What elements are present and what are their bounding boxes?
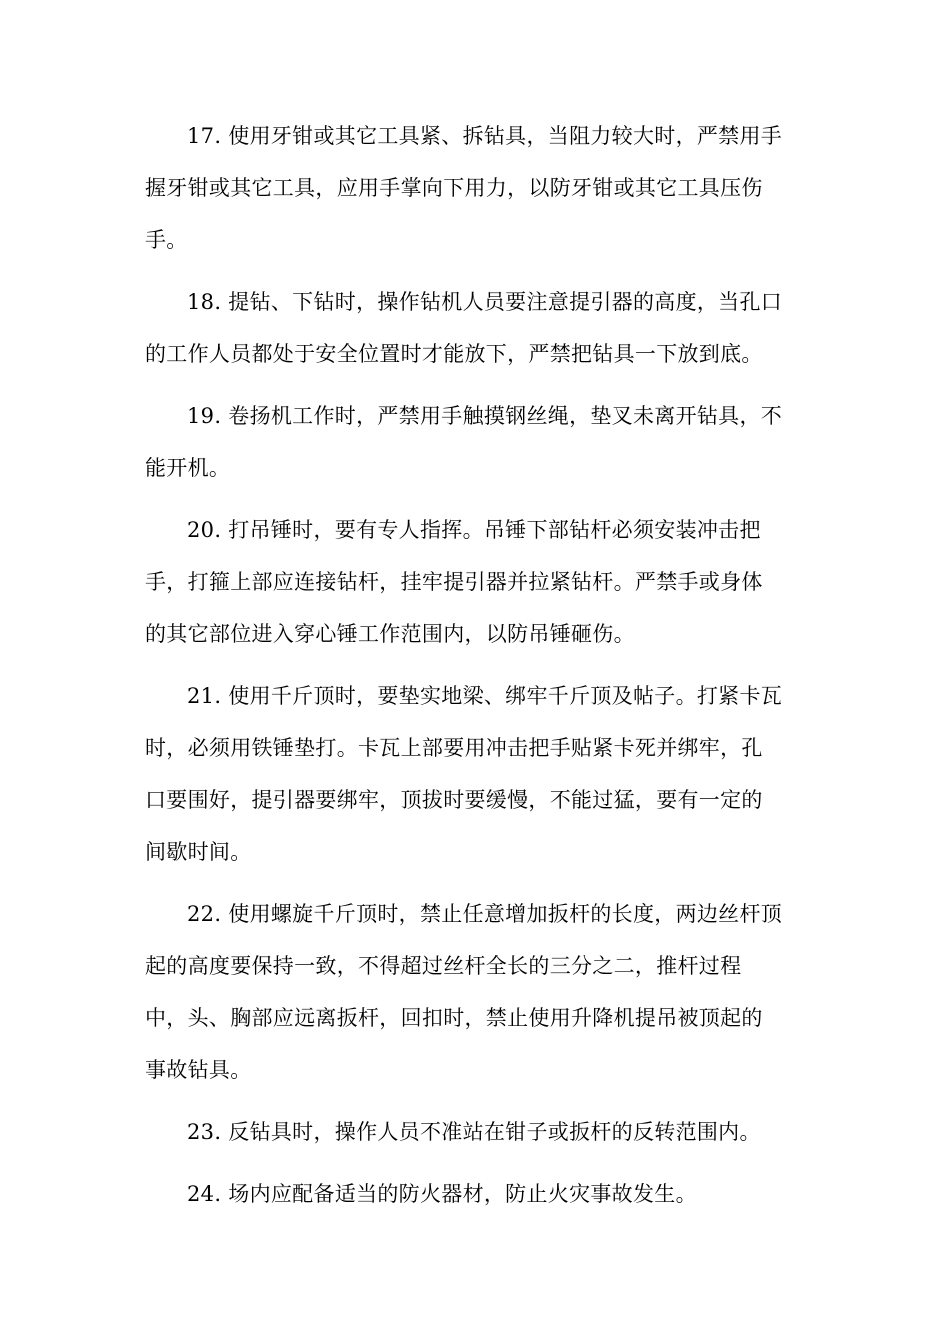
paragraph-22 (145, 888, 810, 1096)
paragraph-17 (145, 110, 810, 266)
paragraph-line: 22. 使用螺旋千斤顶时，禁止任意增加扳杆的长度，两边丝杆顶 (187, 902, 783, 926)
paragraph-line: 能开机。 (145, 456, 231, 480)
paragraph-line: 时，必须用铁锤垫打。卡瓦上部要用冲击把手贴紧卡死并绑牢，孔 (145, 736, 763, 760)
paragraph-line: 握牙钳或其它工具，应用手掌向下用力，以防牙钳或其它工具压伤 (145, 176, 763, 200)
paragraph-line: 23. 反钻具时，操作人员不准站在钳子或扳杆的反转范围内。 (187, 1120, 761, 1144)
paragraph-line: 20. 打吊锤时，要有专人指挥。吊锤下部钻杆必须安装冲击把 (187, 518, 761, 542)
paragraph-line: 19. 卷扬机工作时，严禁用手触摸钢丝绳，垫叉未离开钻具，不 (187, 404, 783, 428)
paragraph-line: 起的高度要保持一致，不得超过丝杆全长的三分之二，推杆过程 (145, 954, 742, 978)
paragraph-18 (145, 276, 810, 380)
paragraph-line: 中，头、胸部应远离扳杆，回扣时，禁止使用升降机提吊被顶起的 (145, 1006, 763, 1030)
paragraph-line: 口要围好，提引器要绑牢，顶拔时要缓慢，不能过猛，要有一定的 (145, 788, 763, 812)
paragraph-19 (145, 390, 810, 494)
paragraph-line: 的其它部位进入穿心锤工作范围内，以防吊锤砸伤。 (145, 622, 635, 646)
paragraph-line: 事故钻具。 (145, 1058, 252, 1082)
paragraph-23 (145, 1106, 810, 1158)
paragraph-line: 手，打箍上部应连接钻杆，挂牢提引器并拉紧钻杆。严禁手或身体 (145, 570, 763, 594)
paragraph-line: 的工作人员都处于安全位置时才能放下，严禁把钻具一下放到底。 (145, 342, 763, 366)
paragraph-line: 17. 使用牙钳或其它工具紧、拆钻具，当阻力较大时，严禁用手 (187, 124, 783, 148)
document-body (145, 110, 810, 1230)
paragraph-line: 21. 使用千斤顶时，要垫实地梁、绑牢千斤顶及帖子。打紧卡瓦 (187, 684, 783, 708)
paragraph-line: 18. 提钻、下钻时，操作钻机人员要注意提引器的高度，当孔口 (187, 290, 783, 314)
paragraph-20 (145, 504, 810, 660)
paragraph-line: 24. 场内应配备适当的防火器材，防止火灾事故发生。 (187, 1182, 697, 1206)
paragraph-line: 间歇时间。 (145, 840, 252, 864)
paragraph-line: 手。 (145, 228, 188, 252)
paragraph-21 (145, 670, 810, 878)
paragraph-24 (145, 1168, 810, 1220)
